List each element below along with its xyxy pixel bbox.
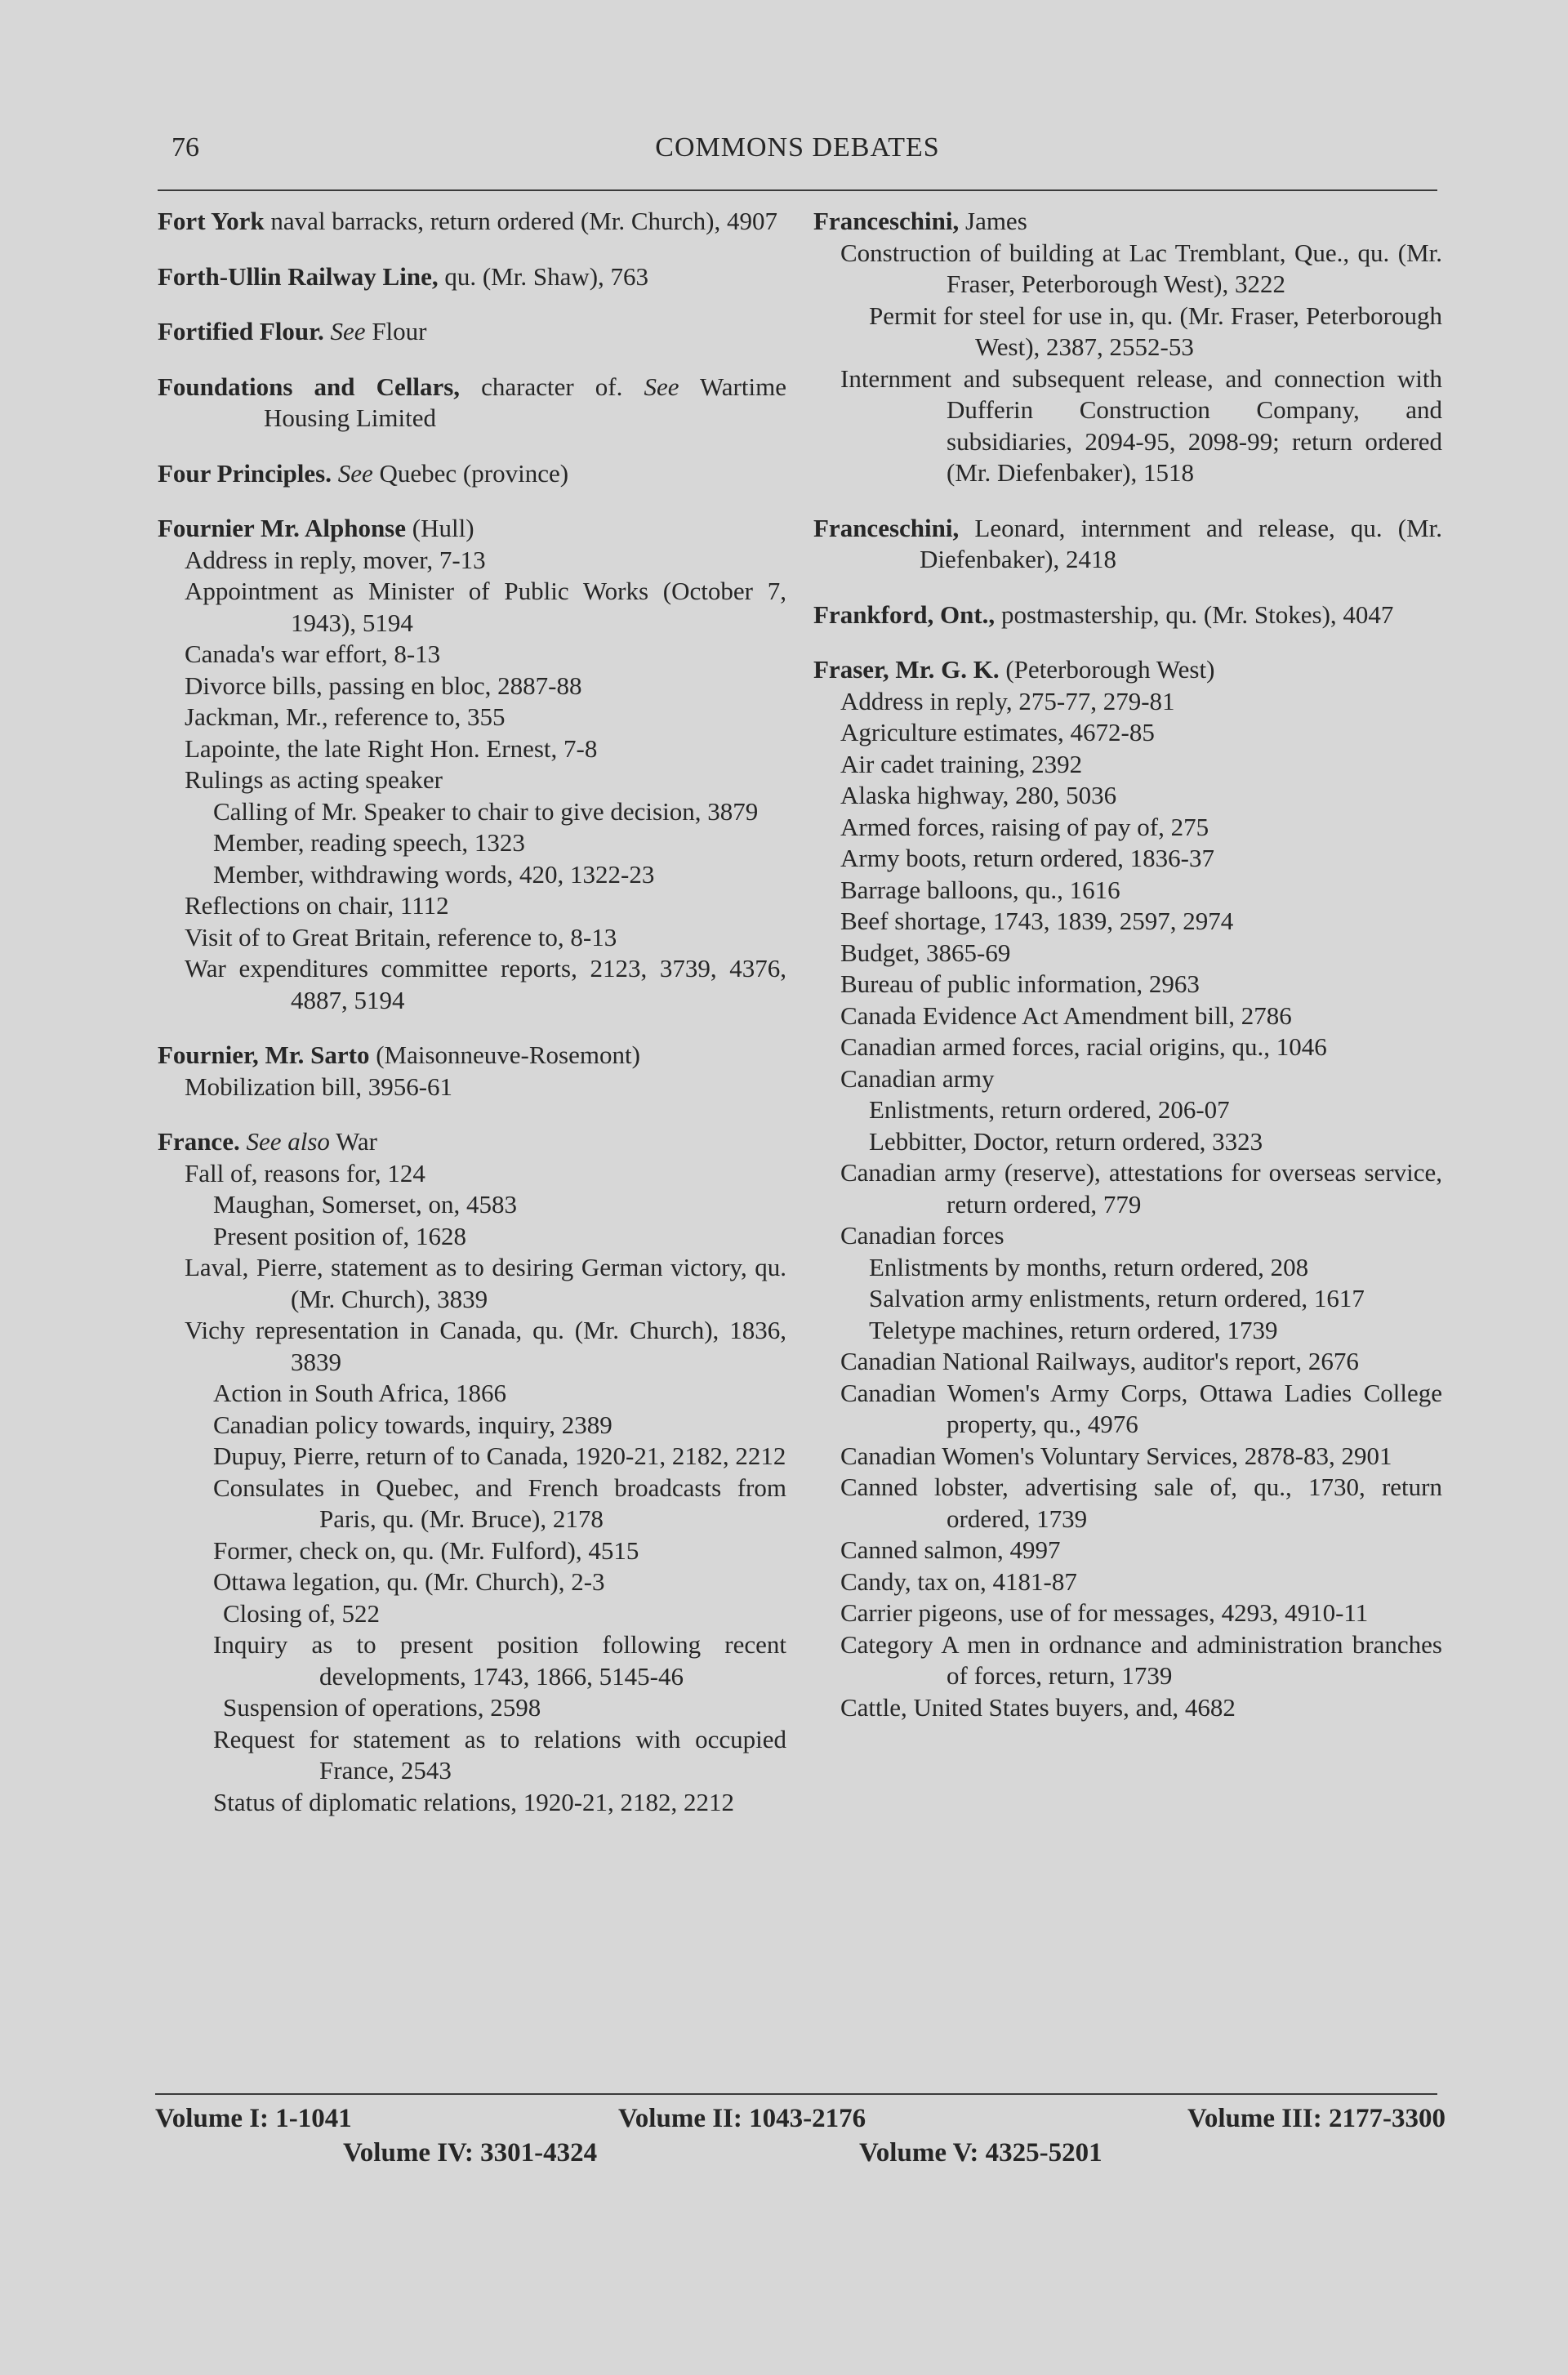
sub-entry: Request for statement as to relations with occupied France, 2543 bbox=[213, 1724, 786, 1785]
entry-heading-text: character of. bbox=[460, 372, 623, 401]
entry-heading-name: Fort York bbox=[158, 207, 265, 235]
sub-entry: Lebbitter, Doctor, return ordered, 3323 bbox=[869, 1126, 1263, 1156]
sub-entry: Canned salmon, 4997 bbox=[840, 1535, 1061, 1564]
sub-entry: Canada's war effort, 8-13 bbox=[185, 639, 441, 668]
sub-entry: Candy, tax on, 4181-87 bbox=[840, 1566, 1077, 1596]
sub-entry: Member, reading speech, 1323 bbox=[213, 828, 525, 857]
entry-heading-text: Wartime Housing Limited bbox=[264, 372, 786, 432]
entry-heading-name: Fortified Flour. bbox=[158, 317, 324, 345]
entry-heading-text: Flour bbox=[365, 317, 427, 345]
entry-heading-text: postmastership, qu. (Mr. Stokes), 4047 bbox=[995, 599, 1394, 629]
entry-heading-name: Fournier, Mr. Sarto bbox=[158, 1040, 370, 1069]
sub-entry: War expenditures committee reports, 2123, 3739, 4376, 4887, 5194 bbox=[185, 954, 786, 1014]
index-entry bbox=[158, 1040, 786, 1103]
entry-heading bbox=[158, 1040, 786, 1072]
entry-heading-name: Fraser, Mr. G. K. bbox=[813, 655, 1000, 684]
sub-entry: Alaska highway, 280, 5036 bbox=[840, 781, 1117, 809]
entry-heading bbox=[158, 372, 786, 434]
sub-entry: Consulates in Quebec, and French broadcasts from Paris, qu. (Mr. Bruce), 2178 bbox=[213, 1473, 786, 1533]
entry-heading-name: Foundations and Cellars, bbox=[158, 372, 461, 401]
entry-heading-name: Four Principles. bbox=[158, 458, 332, 488]
entry-heading bbox=[158, 316, 786, 348]
sub-entry: Armed forces, raising of pay of, 275 bbox=[840, 812, 1209, 841]
sub-entry: Canned lobster, advertising sale of, qu., 1730, return ordered, 1739 bbox=[840, 1473, 1442, 1533]
sub-entry: Ottawa legation, qu. (Mr. Church), 2-3 bbox=[213, 1567, 605, 1596]
sub-entry: Mobilization bill, 3956-61 bbox=[185, 1072, 453, 1101]
sub-entry: Enlistments, return ordered, 206-07 bbox=[869, 1095, 1230, 1124]
sub-entry: Canadian army bbox=[840, 1063, 995, 1093]
sub-entry: Canadian Women's Voluntary Services, 2878-83, 2901 bbox=[840, 1441, 1392, 1470]
sub-entry: Appointment as Minister of Public Works (October 7, 1943), 5194 bbox=[185, 577, 786, 637]
sub-entry: Air cadet training, 2392 bbox=[840, 749, 1083, 778]
sub-entry: Internment and subsequent release, and connection with Dufferin Construction Company, and subsidiaries, 2094-95, 2098-99; return ordered (Mr. Diefenbaker), 1518 bbox=[840, 363, 1442, 487]
index-entry bbox=[158, 1126, 786, 1818]
entry-heading bbox=[158, 206, 786, 238]
header-rule bbox=[158, 189, 1437, 191]
entry-heading-text: James bbox=[959, 207, 1027, 235]
index-entry bbox=[158, 206, 786, 238]
sub-entry: Visit of to Great Britain, reference to, 8-13 bbox=[185, 922, 617, 951]
entry-heading-name: Fournier Mr. Alphonse bbox=[158, 514, 407, 542]
index-entry bbox=[158, 513, 786, 1016]
entry-heading-text: War bbox=[329, 1127, 377, 1156]
entry-heading-name: Forth-Ullin Railway Line, bbox=[158, 261, 439, 291]
index-entry bbox=[158, 372, 786, 434]
page-number: 76 bbox=[172, 132, 199, 163]
sub-entry: Suspension of operations, 2598 bbox=[223, 1693, 541, 1722]
entry-heading bbox=[813, 513, 1442, 576]
sub-entry: Beef shortage, 1743, 1839, 2597, 2974 bbox=[840, 907, 1234, 935]
index-entry bbox=[813, 513, 1442, 576]
sub-entry: Closing of, 522 bbox=[223, 1598, 381, 1628]
sub-entry: Canadian policy towards, inquiry, 2389 bbox=[213, 1410, 612, 1439]
footer-rule bbox=[155, 2093, 1437, 2095]
entry-heading-text: Leonard, internment and release, qu. (Mr. Diefenbaker), 2418 bbox=[920, 513, 1442, 573]
sub-entry: Category A men in ordnance and administration branches of forces, return, 1739 bbox=[840, 1629, 1442, 1690]
sub-entry: Permit for steel for use in, qu. (Mr. Fraser, Peterborough West), 2387, 2552-53 bbox=[869, 301, 1442, 361]
entry-heading-name: Franceschini, bbox=[813, 207, 960, 235]
sub-entry: Vichy representation in Canada, qu. (Mr. Church), 1836, 3839 bbox=[185, 1316, 786, 1376]
cross-reference-label: See bbox=[622, 372, 679, 401]
volume-2: Volume II: 1043-2176 bbox=[618, 2104, 866, 2133]
entry-heading-name: Frankford, Ont., bbox=[813, 599, 996, 629]
volume-footer bbox=[155, 2104, 1446, 2172]
index-entry bbox=[813, 654, 1442, 1723]
sub-entry: Address in reply, mover, 7-13 bbox=[185, 545, 486, 574]
sub-entry: Salvation army enlistments, return ordered, 1617 bbox=[869, 1284, 1365, 1312]
sub-entry: Canadian army (reserve), attestations for overseas service, return ordered, 779 bbox=[840, 1158, 1442, 1219]
index-entry bbox=[813, 206, 1442, 489]
sub-entry: Cattle, United States buyers, and, 4682 bbox=[840, 1692, 1236, 1722]
sub-entry: Fall of, reasons for, 124 bbox=[185, 1158, 425, 1188]
sub-entry: Construction of building at Lac Tremblant, Que., qu. (Mr. Fraser, Peterborough West), 3222 bbox=[840, 238, 1442, 298]
entry-heading bbox=[158, 1126, 786, 1158]
sub-entry: Rulings as acting speaker bbox=[185, 765, 443, 794]
sub-entry: Laval, Pierre, statement as to desiring German victory, qu. (Mr. Church), 3839 bbox=[185, 1253, 786, 1313]
sub-entry: Jackman, Mr., reference to, 355 bbox=[185, 702, 506, 731]
volume-1: Volume I: 1-1041 bbox=[155, 2104, 352, 2133]
entry-heading-name: Franceschini, bbox=[813, 513, 960, 542]
cross-reference-label: See bbox=[331, 458, 373, 488]
sub-entry: Lapointe, the late Right Hon. Ernest, 7-8 bbox=[185, 733, 598, 763]
sub-entry: Member, withdrawing words, 420, 1322-23 bbox=[213, 859, 655, 889]
entry-heading-text: naval barracks, return ordered (Mr. Church), 4907 bbox=[264, 207, 777, 235]
entry-heading-text: Quebec (province) bbox=[372, 458, 569, 488]
sub-entry: Barrage balloons, qu., 1616 bbox=[840, 875, 1120, 904]
sub-entry: Agriculture estimates, 4672-85 bbox=[840, 718, 1155, 746]
sub-entry: Action in South Africa, 1866 bbox=[213, 1379, 507, 1407]
sub-entry: Canadian Women's Army Corps, Ottawa Ladies College property, qu., 4976 bbox=[840, 1378, 1442, 1438]
volume-3: Volume III: 2177-3300 bbox=[1187, 2104, 1446, 2133]
sub-entry: Divorce bills, passing en bloc, 2887-88 bbox=[185, 671, 582, 700]
entry-heading-name: France. bbox=[158, 1127, 240, 1156]
entry-heading bbox=[813, 599, 1442, 631]
sub-entry: Present position of, 1628 bbox=[213, 1221, 466, 1250]
sub-entry: Reflections on chair, 1112 bbox=[185, 891, 449, 920]
index-entry bbox=[158, 261, 786, 293]
entry-heading bbox=[158, 513, 786, 545]
sub-entry: Status of diplomatic relations, 1920-21, 2182, 2212 bbox=[213, 1787, 735, 1816]
entry-heading bbox=[813, 206, 1442, 238]
sub-entry: Canada Evidence Act Amendment bill, 2786 bbox=[840, 1000, 1292, 1030]
index-entry bbox=[813, 599, 1442, 631]
sub-entry: Calling of Mr. Speaker to chair to give decision, 3879 bbox=[213, 796, 759, 826]
entry-heading bbox=[813, 654, 1442, 686]
cross-reference-label: See also bbox=[239, 1127, 330, 1156]
sub-entry: Maughan, Somerset, on, 4583 bbox=[213, 1190, 517, 1219]
sub-entry: Teletype machines, return ordered, 1739 bbox=[869, 1315, 1278, 1344]
running-title: COMMONS DEBATES bbox=[655, 132, 940, 163]
sub-entry: Budget, 3865-69 bbox=[840, 938, 1011, 967]
entry-heading bbox=[158, 458, 786, 490]
sub-entry: Army boots, return ordered, 1836-37 bbox=[840, 844, 1215, 872]
sub-entry: Canadian National Railways, auditor's report, 2676 bbox=[840, 1347, 1359, 1375]
sub-entry: Enlistments by months, return ordered, 208 bbox=[869, 1252, 1309, 1281]
left-column bbox=[158, 206, 786, 1842]
sub-entry: Former, check on, qu. (Mr. Fulford), 4515 bbox=[213, 1535, 639, 1565]
sub-entry: Canadian forces bbox=[840, 1221, 1004, 1250]
entry-heading-text: (Maisonneuve-Rosemont) bbox=[369, 1040, 640, 1069]
sub-entry: Inquiry as to present position following recent developments, 1743, 1866, 5145-46 bbox=[213, 1630, 786, 1691]
sub-entry: Address in reply, 275-77, 279-81 bbox=[840, 686, 1175, 715]
volume-5: Volume V: 4325-5201 bbox=[859, 2138, 1102, 2168]
entry-heading-text: (Hull) bbox=[406, 514, 474, 542]
right-column bbox=[813, 206, 1442, 1747]
entry-heading-text: qu. (Mr. Shaw), 763 bbox=[438, 261, 649, 291]
volume-4: Volume IV: 3301-4324 bbox=[343, 2138, 598, 2168]
cross-reference-label: See bbox=[323, 317, 366, 345]
page-header bbox=[158, 129, 1437, 170]
entry-heading bbox=[158, 261, 786, 293]
entry-heading-text: (Peterborough West) bbox=[999, 655, 1215, 684]
sub-entry: Bureau of public information, 2963 bbox=[840, 969, 1200, 998]
index-entry bbox=[158, 458, 786, 490]
sub-entry: Dupuy, Pierre, return of to Canada, 1920-21, 2182, 2212 bbox=[213, 1441, 786, 1470]
sub-entry: Canadian armed forces, racial origins, qu., 1046 bbox=[840, 1032, 1327, 1061]
index-entry bbox=[158, 316, 786, 348]
sub-entry: Carrier pigeons, use of for messages, 4293, 4910-11 bbox=[840, 1598, 1369, 1627]
